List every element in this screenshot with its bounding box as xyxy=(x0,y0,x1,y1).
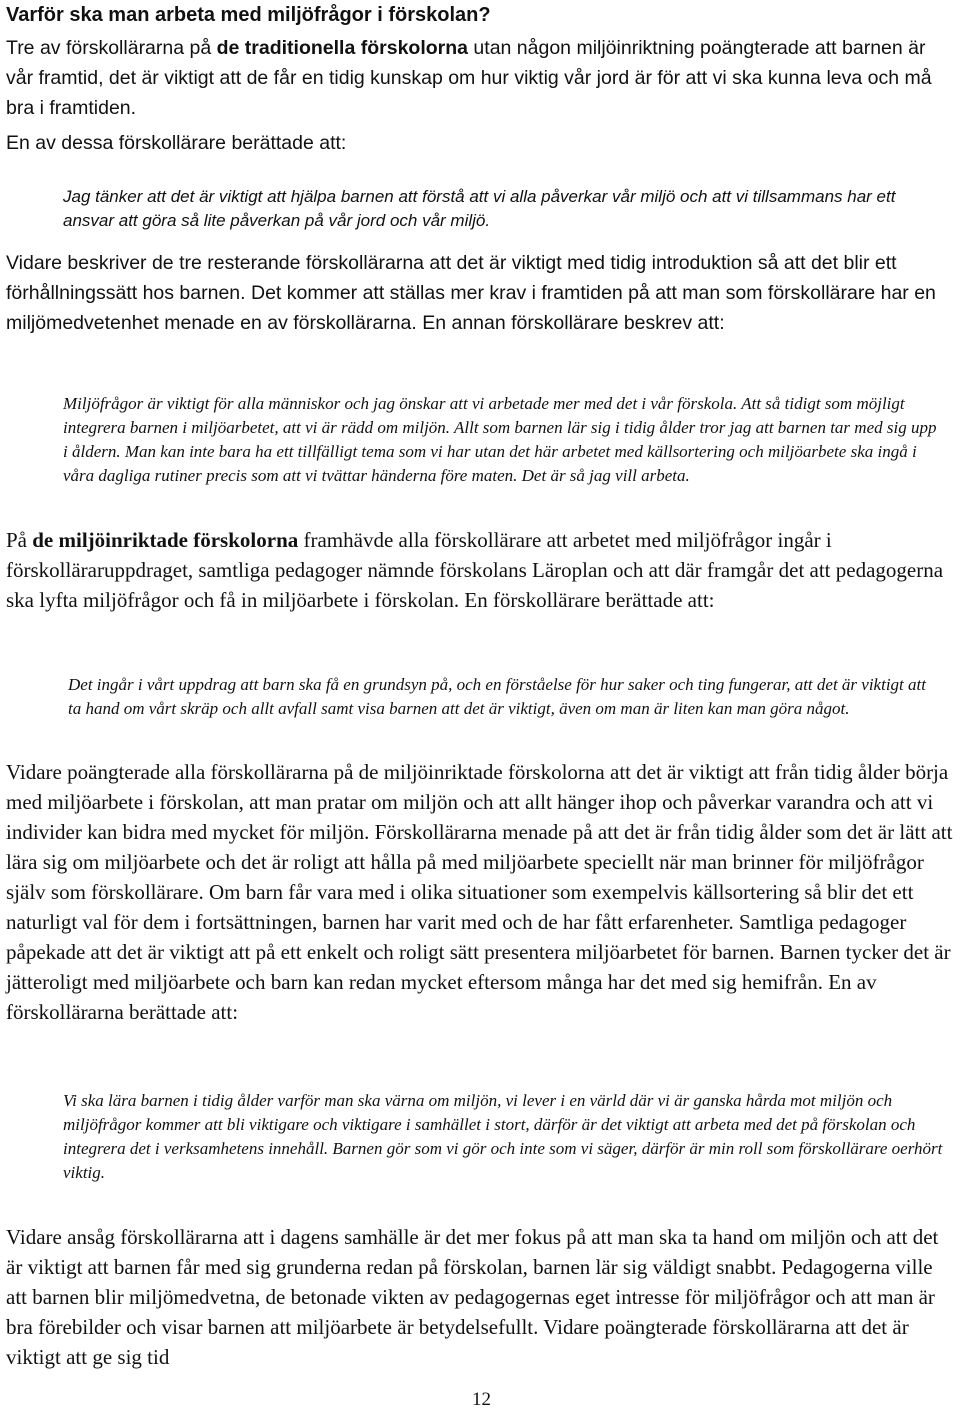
section-heading: Varför ska man arbeta med miljöfrågor i förskolan? xyxy=(6,4,491,26)
interview-quote-3: Det ingår i vårt uppdrag att barn ska få en grundsyn på, och en förståelse för hur saker och ting fungerar, att det är viktigt att ta hand om vårt skräp och allt avfall samt visa barnen att det är viktigt, även om man är liten kan man göra något. xyxy=(68,675,926,718)
interview-quote-2: Miljöfrågor är viktigt för alla människor och jag önskar att vi arbetade mer med det i vår förskola. Att så tidigt som möjligt integrera barnen i miljöarbetet, att vi är rädd om miljön. Allt som barnen lär sig i tidig ålder tror jag att barnen tar med sig upp i åldern. Man kan inte bara ha ett tillfälligt tema som vi har utan det här arbetet med källsortering och miljöarbete ska ingå i våra dagliga rutiner precis som att vi tvättar händerna före maten. Det är så jag vill arbeta. xyxy=(63,394,937,485)
paragraph-early-age: Vidare poängterade alla förskollärarna på de miljöinriktade förskolorna att det är viktigt att från tidig ålder börja med miljöarbete i förskolan, att man pratar om miljön och att allt hänger ihop och påverkar varandra och att vi individer kan bidra med mycket för miljön. Förskollärarna menade på att det är från tidig ålder som det är lätt att lära sig om miljöarbete och det är roligt att hålla på med miljöarbete speciellt när man brinner för miljöfrågor själv som förskollärare. Om barn får vara med i olika situationer som exempelvis källsortering så blir det ett naturligt val för dem i fortsättningen, barnen har varit med och de har fått erfarenheter. Samtliga pedagoger påpekade att det är viktigt att på ett enkelt och roligt sätt presentera miljöarbetet för barnen. Barnen tycker det är jätteroligt med miljöarbete och barn kan redan mycket eftersom många har det med sig hemifrån. En av förskollärarna berättade att: xyxy=(6,760,953,1024)
paragraph-remaining-teachers: Vidare beskriver de tre resterande förskollärarna att det är viktigt med tidig introduktion så att det blir ett förhållningssätt hos barnen. Det kommer att ställas mer krav i framtiden på att man som förskollärare har en miljömedvetenhet menade en av förskollärarna. En annan förskollärare beskrev att: xyxy=(6,252,936,334)
paragraph-text: framhävde alla förskollärare att arbetet med miljöfrågor ingår i förskolläraruppdraget, samtliga pedagoger nämnde förskolans Läroplan och att där framgår det att pedagogerna ska lyfta miljöfrågor och få in miljöarbete i förskolan. En förskollärare berättade att: xyxy=(6,528,944,612)
emphasis-traditional-preschools: de traditionella förskolorna xyxy=(216,37,469,59)
page-number: 12 xyxy=(472,1389,491,1410)
interview-quote-4: Vi ska lära barnen i tidig ålder varför man ska värna om miljön, vi lever i en värld där vi är ganska hårda mot miljön och miljöfrågor kommer att bli viktigare och viktigare i samhället i stort, därför är det viktigt att arbeta med det på förskolan och integrera det i verksamhetens innehåll. Barnen gör som vi gör och inte som vi säger, därför är min roll som förskollärare oerhört viktig. xyxy=(63,1091,943,1182)
paragraph-text: utan någon miljöinriktning poängterade att barnen är vår framtid, det är viktigt att de får en tidig kunskap om hur viktig vår jord är för att vi ska kunna leva och må bra i framtiden. xyxy=(6,37,932,119)
paragraph-intro-quote-1: En av dessa förskollärare berättade att: xyxy=(6,132,347,154)
interview-quote-1: Jag tänker att det är viktigt att hjälpa barnen att förstå att vi alla påverkar vår miljö och att vi tillsammans har ett ansvar att göra så lite påverkan på vår jord och vår miljö. xyxy=(63,187,896,230)
paragraph-society-focus: Vidare ansåg förskollärarna att i dagens samhälle är det mer fokus på att man ska ta hand om miljön och att det är viktigt att barnen får med sig grunderna redan på förskolan, barnen lär sig väldigt snabbt. Pedagogerna ville att barnen blir miljömedvetna, de betonade vikten av pedagogernas eget intresse för miljöfrågor och att man är bra förebilder och visar barnen att miljöarbete är betydelsefullt. Vidare poängterade förskollärarna att det är viktigt att ge sig tid xyxy=(6,1225,939,1369)
emphasis-environmental-preschools: de miljöinriktade förskolorna xyxy=(32,528,299,552)
paragraph-traditional-preschools xyxy=(6,33,956,123)
paragraph-text: Tre av förskollärarna på xyxy=(6,37,217,59)
paragraph-text: På xyxy=(6,528,33,552)
paragraph-environmental-preschools xyxy=(6,525,956,615)
